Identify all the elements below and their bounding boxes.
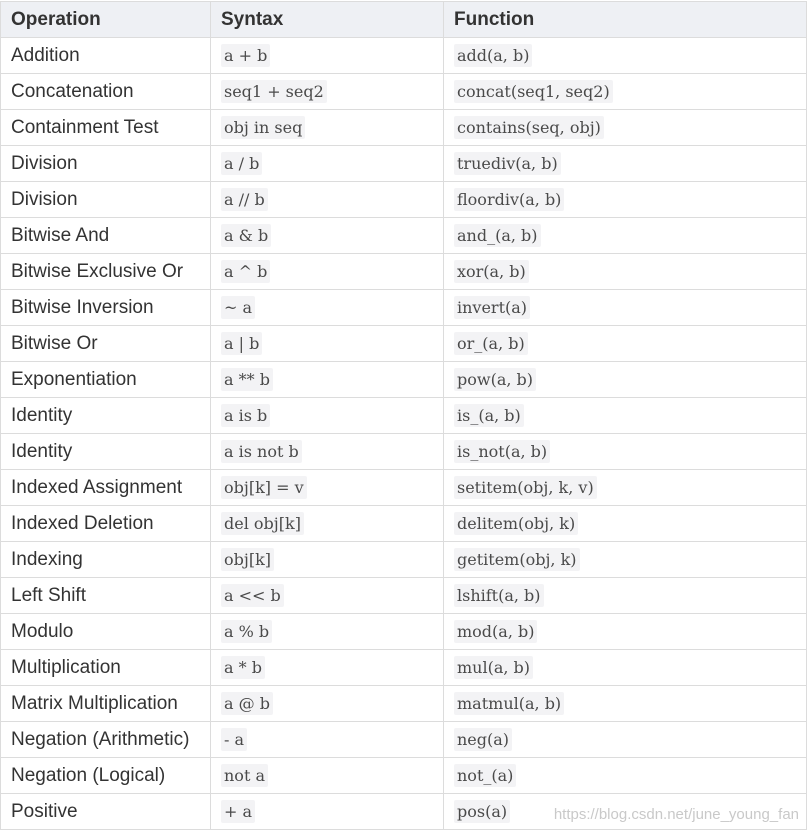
function-cell [444,650,807,686]
function-cell [444,290,807,326]
operation-cell: Indexing [1,542,211,578]
syntax-code: a % b [221,620,272,643]
table-body [1,38,807,830]
table-row [1,614,807,650]
table-row [1,362,807,398]
table-row [1,578,807,614]
syntax-cell [211,362,444,398]
operation-cell: Division [1,182,211,218]
syntax-code: a / b [221,152,262,175]
function-code: xor(a, b) [454,260,529,283]
syntax-code: + a [221,800,255,823]
table-row [1,506,807,542]
header-row [1,2,807,38]
function-code: setitem(obj, k, v) [454,476,597,499]
table-row [1,182,807,218]
operation-cell: Exponentiation [1,362,211,398]
table-row [1,254,807,290]
function-cell [444,218,807,254]
operation-cell: Bitwise Inversion [1,290,211,326]
function-code: lshift(a, b) [454,584,544,607]
function-code: invert(a) [454,296,530,319]
table-row [1,434,807,470]
syntax-code: - a [221,728,247,751]
function-code: is_(a, b) [454,404,524,427]
function-code: add(a, b) [454,44,532,67]
function-cell [444,758,807,794]
syntax-code: a is b [221,404,270,427]
table-row [1,686,807,722]
function-code: and_(a, b) [454,224,541,247]
operation-cell: Identity [1,398,211,434]
syntax-cell [211,38,444,74]
syntax-code: obj in seq [221,116,305,139]
watermark: https://blog.csdn.net/june_young_fan [553,806,799,823]
syntax-cell [211,470,444,506]
function-cell [444,614,807,650]
syntax-code: a | b [221,332,262,355]
operation-cell: Multiplication [1,650,211,686]
syntax-code: a // b [221,188,268,211]
function-code: mul(a, b) [454,656,533,679]
table-header [1,2,807,38]
function-code: floordiv(a, b) [454,188,564,211]
table-row [1,110,807,146]
function-code: pos(a) [454,800,510,823]
operation-cell: Negation (Logical) [1,758,211,794]
table-row [1,722,807,758]
function-cell [444,578,807,614]
syntax-code: a ^ b [221,260,270,283]
operation-cell: Concatenation [1,74,211,110]
function-cell [444,362,807,398]
function-cell [444,686,807,722]
syntax-code: seq1 + seq2 [221,80,327,103]
function-code: or_(a, b) [454,332,528,355]
syntax-cell [211,434,444,470]
syntax-cell [211,182,444,218]
operation-cell: Identity [1,434,211,470]
function-code: is_not(a, b) [454,440,550,463]
function-code: not_(a) [454,764,516,787]
table-row [1,758,807,794]
function-cell [444,542,807,578]
operation-cell: Left Shift [1,578,211,614]
header-operation: Operation [1,2,211,38]
header-syntax: Syntax [211,2,444,38]
operation-cell: Bitwise Exclusive Or [1,254,211,290]
syntax-code: not a [221,764,268,787]
syntax-code: a ** b [221,368,273,391]
operation-cell: Positive [1,794,211,830]
syntax-cell [211,542,444,578]
function-cell [444,254,807,290]
function-code: truediv(a, b) [454,152,561,175]
syntax-cell [211,686,444,722]
function-code: mod(a, b) [454,620,537,643]
syntax-cell [211,74,444,110]
syntax-cell [211,110,444,146]
operation-cell: Indexed Deletion [1,506,211,542]
table-row [1,74,807,110]
function-code: getitem(obj, k) [454,548,580,571]
function-code: pow(a, b) [454,368,536,391]
function-code: concat(seq1, seq2) [454,80,613,103]
syntax-cell [211,146,444,182]
function-cell [444,146,807,182]
table-row [1,290,807,326]
table-row [1,470,807,506]
syntax-code: ~ a [221,296,255,319]
header-function: Function [444,2,807,38]
syntax-cell [211,506,444,542]
table-row [1,38,807,74]
syntax-code: a @ b [221,692,273,715]
function-cell [444,182,807,218]
syntax-cell [211,650,444,686]
syntax-code: a is not b [221,440,302,463]
syntax-cell [211,794,444,830]
syntax-cell [211,326,444,362]
function-code: matmul(a, b) [454,692,564,715]
syntax-code: obj[k] = v [221,476,307,499]
operation-cell: Division [1,146,211,182]
syntax-cell [211,614,444,650]
syntax-cell [211,290,444,326]
syntax-cell [211,218,444,254]
syntax-cell [211,398,444,434]
syntax-code: a & b [221,224,271,247]
function-cell [444,38,807,74]
operation-cell: Addition [1,38,211,74]
syntax-cell [211,578,444,614]
function-code: delitem(obj, k) [454,512,578,535]
syntax-cell [211,254,444,290]
syntax-code: obj[k] [221,548,274,571]
table-row [1,542,807,578]
table-row [1,146,807,182]
syntax-cell [211,722,444,758]
function-cell [444,74,807,110]
syntax-code: a << b [221,584,284,607]
function-code: neg(a) [454,728,512,751]
syntax-code: del obj[k] [221,512,304,535]
operation-cell: Negation (Arithmetic) [1,722,211,758]
operation-cell: Indexed Assignment [1,470,211,506]
function-cell [444,506,807,542]
table-row [1,218,807,254]
operation-cell: Matrix Multiplication [1,686,211,722]
syntax-code: a * b [221,656,265,679]
operation-cell: Containment Test [1,110,211,146]
syntax-cell [211,758,444,794]
function-cell [444,470,807,506]
function-cell [444,722,807,758]
function-cell [444,110,807,146]
table-row [1,326,807,362]
syntax-code: a + b [221,44,270,67]
operator-table [0,1,807,830]
table-row [1,650,807,686]
operation-cell: Bitwise Or [1,326,211,362]
table-row [1,398,807,434]
operation-cell: Modulo [1,614,211,650]
operation-cell: Bitwise And [1,218,211,254]
function-code: contains(seq, obj) [454,116,604,139]
function-cell [444,434,807,470]
function-cell [444,398,807,434]
function-cell [444,326,807,362]
